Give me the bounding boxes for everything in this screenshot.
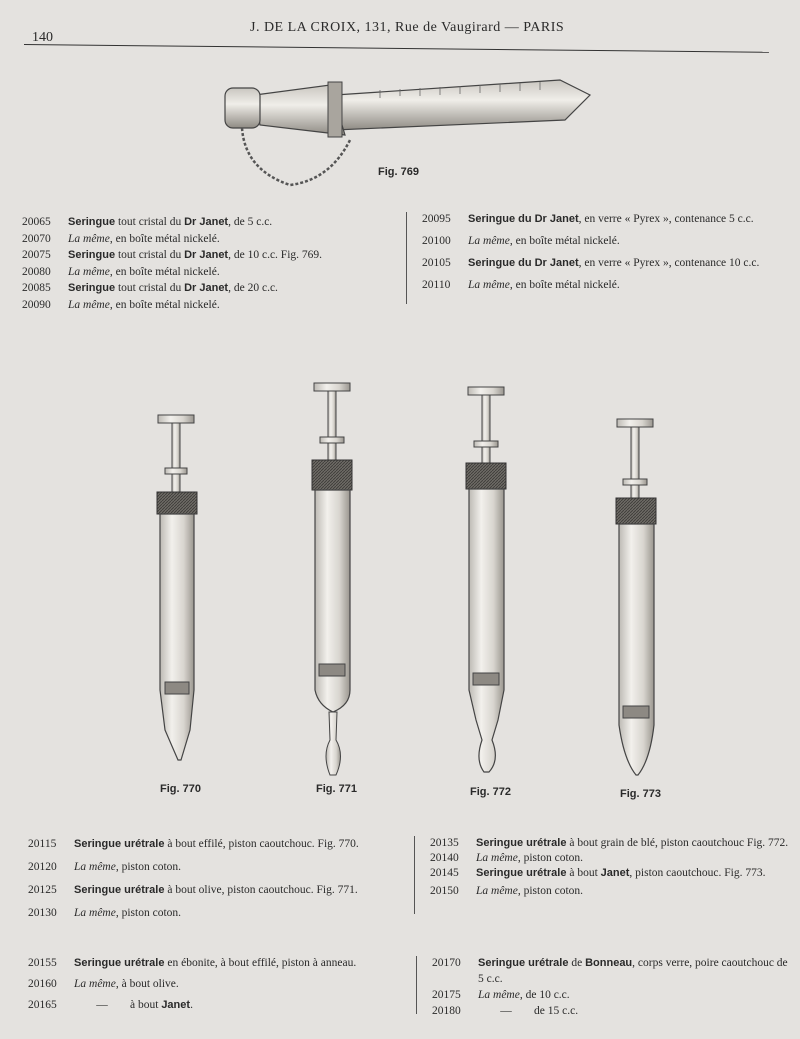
list-item: 20155 Seringue urétrale en ébonite, à bout effilé, piston à anneau.: [28, 957, 357, 969]
block2-right-list: [430, 836, 792, 899]
fig-772-syringe: [466, 387, 506, 772]
list-item: 20180 — de 15 c.c.: [432, 1005, 579, 1017]
list-item: 20065 Seringue tout cristal du Dr Janet, de 5 c.c.: [22, 216, 273, 228]
list-item: 20170 Seringue urétrale de Bonneau, corps verre, poire caoutchouc de 5 c.c.: [432, 957, 788, 985]
list-item: 20145 Seringue urétrale à bout Janet, piston caoutchouc. Fig. 773.: [430, 867, 766, 879]
list-item: 20150 La même, piston coton.: [430, 885, 584, 897]
list-item: 20130 La même, piston coton.: [28, 907, 182, 919]
list-item: 20165 — à bout Janet.: [28, 999, 193, 1011]
fig-770-syringe: [157, 415, 197, 760]
list-item: 20085 Seringue tout cristal du Dr Janet, de 20 c.c.: [22, 282, 278, 295]
list-item: 20140 La même, piston coton.: [430, 852, 584, 864]
column-divider: [406, 212, 407, 304]
block1-left-list: [22, 214, 400, 314]
fig-773-syringe: [616, 419, 656, 775]
block2-left-list: [28, 833, 408, 925]
list-item: 20070 La même, en boîte métal nickelé.: [22, 232, 220, 245]
fig-769-label: Fig. 769: [378, 166, 419, 178]
list-item: 20115 Seringue urétrale à bout effilé, piston caoutchouc. Fig. 770.: [28, 838, 359, 850]
running-head: J. DE LA CROIX, 131, Rue de Vaugirard — PARIS: [250, 20, 565, 35]
fig-771-syringe: [312, 383, 352, 775]
fig-770-label: Fig. 770: [160, 783, 201, 795]
list-item: 20175 La même, de 10 c.c.: [432, 989, 570, 1001]
block3-left-list: [28, 953, 408, 1016]
list-item: 20090 La même, en boîte métal nickelé.: [22, 298, 220, 311]
list-item: 20105 Seringue du Dr Janet, en verre « Pyrex », contenance 10 c.c.: [422, 257, 760, 269]
list-item: 20160 La même, à bout olive.: [28, 978, 179, 990]
fig-773-label: Fig. 773: [620, 788, 661, 800]
list-item: 20075 Seringue tout cristal du Dr Janet, de 10 c.c. Fig. 769.: [22, 249, 323, 262]
list-item: 20095 Seringue du Dr Janet, en verre « Pyrex », contenance 5 c.c.: [422, 213, 754, 225]
list-item: 20135 Seringue urétrale à bout grain de blé, piston caoutchouc Fig. 772.: [430, 837, 789, 849]
fig-771-label: Fig. 771: [316, 783, 357, 795]
fig-772-label: Fig. 772: [470, 786, 511, 798]
list-item: 20125 Seringue urétrale à bout olive, piston caoutchouc. Fig. 771.: [28, 884, 358, 896]
block3-right-list: [432, 955, 792, 1019]
list-item: 20100 La même, en boîte métal nickelé.: [422, 235, 620, 247]
list-item: 20120 La même, piston coton.: [28, 861, 182, 873]
block1-right-list: [422, 208, 794, 296]
list-item: 20080 La même, en boîte métal nickelé.: [22, 265, 220, 278]
column-divider: [414, 836, 415, 914]
page-number: 140: [32, 30, 53, 45]
list-item: 20110 La même, en boîte métal nickelé.: [422, 279, 620, 291]
column-divider: [416, 956, 417, 1014]
